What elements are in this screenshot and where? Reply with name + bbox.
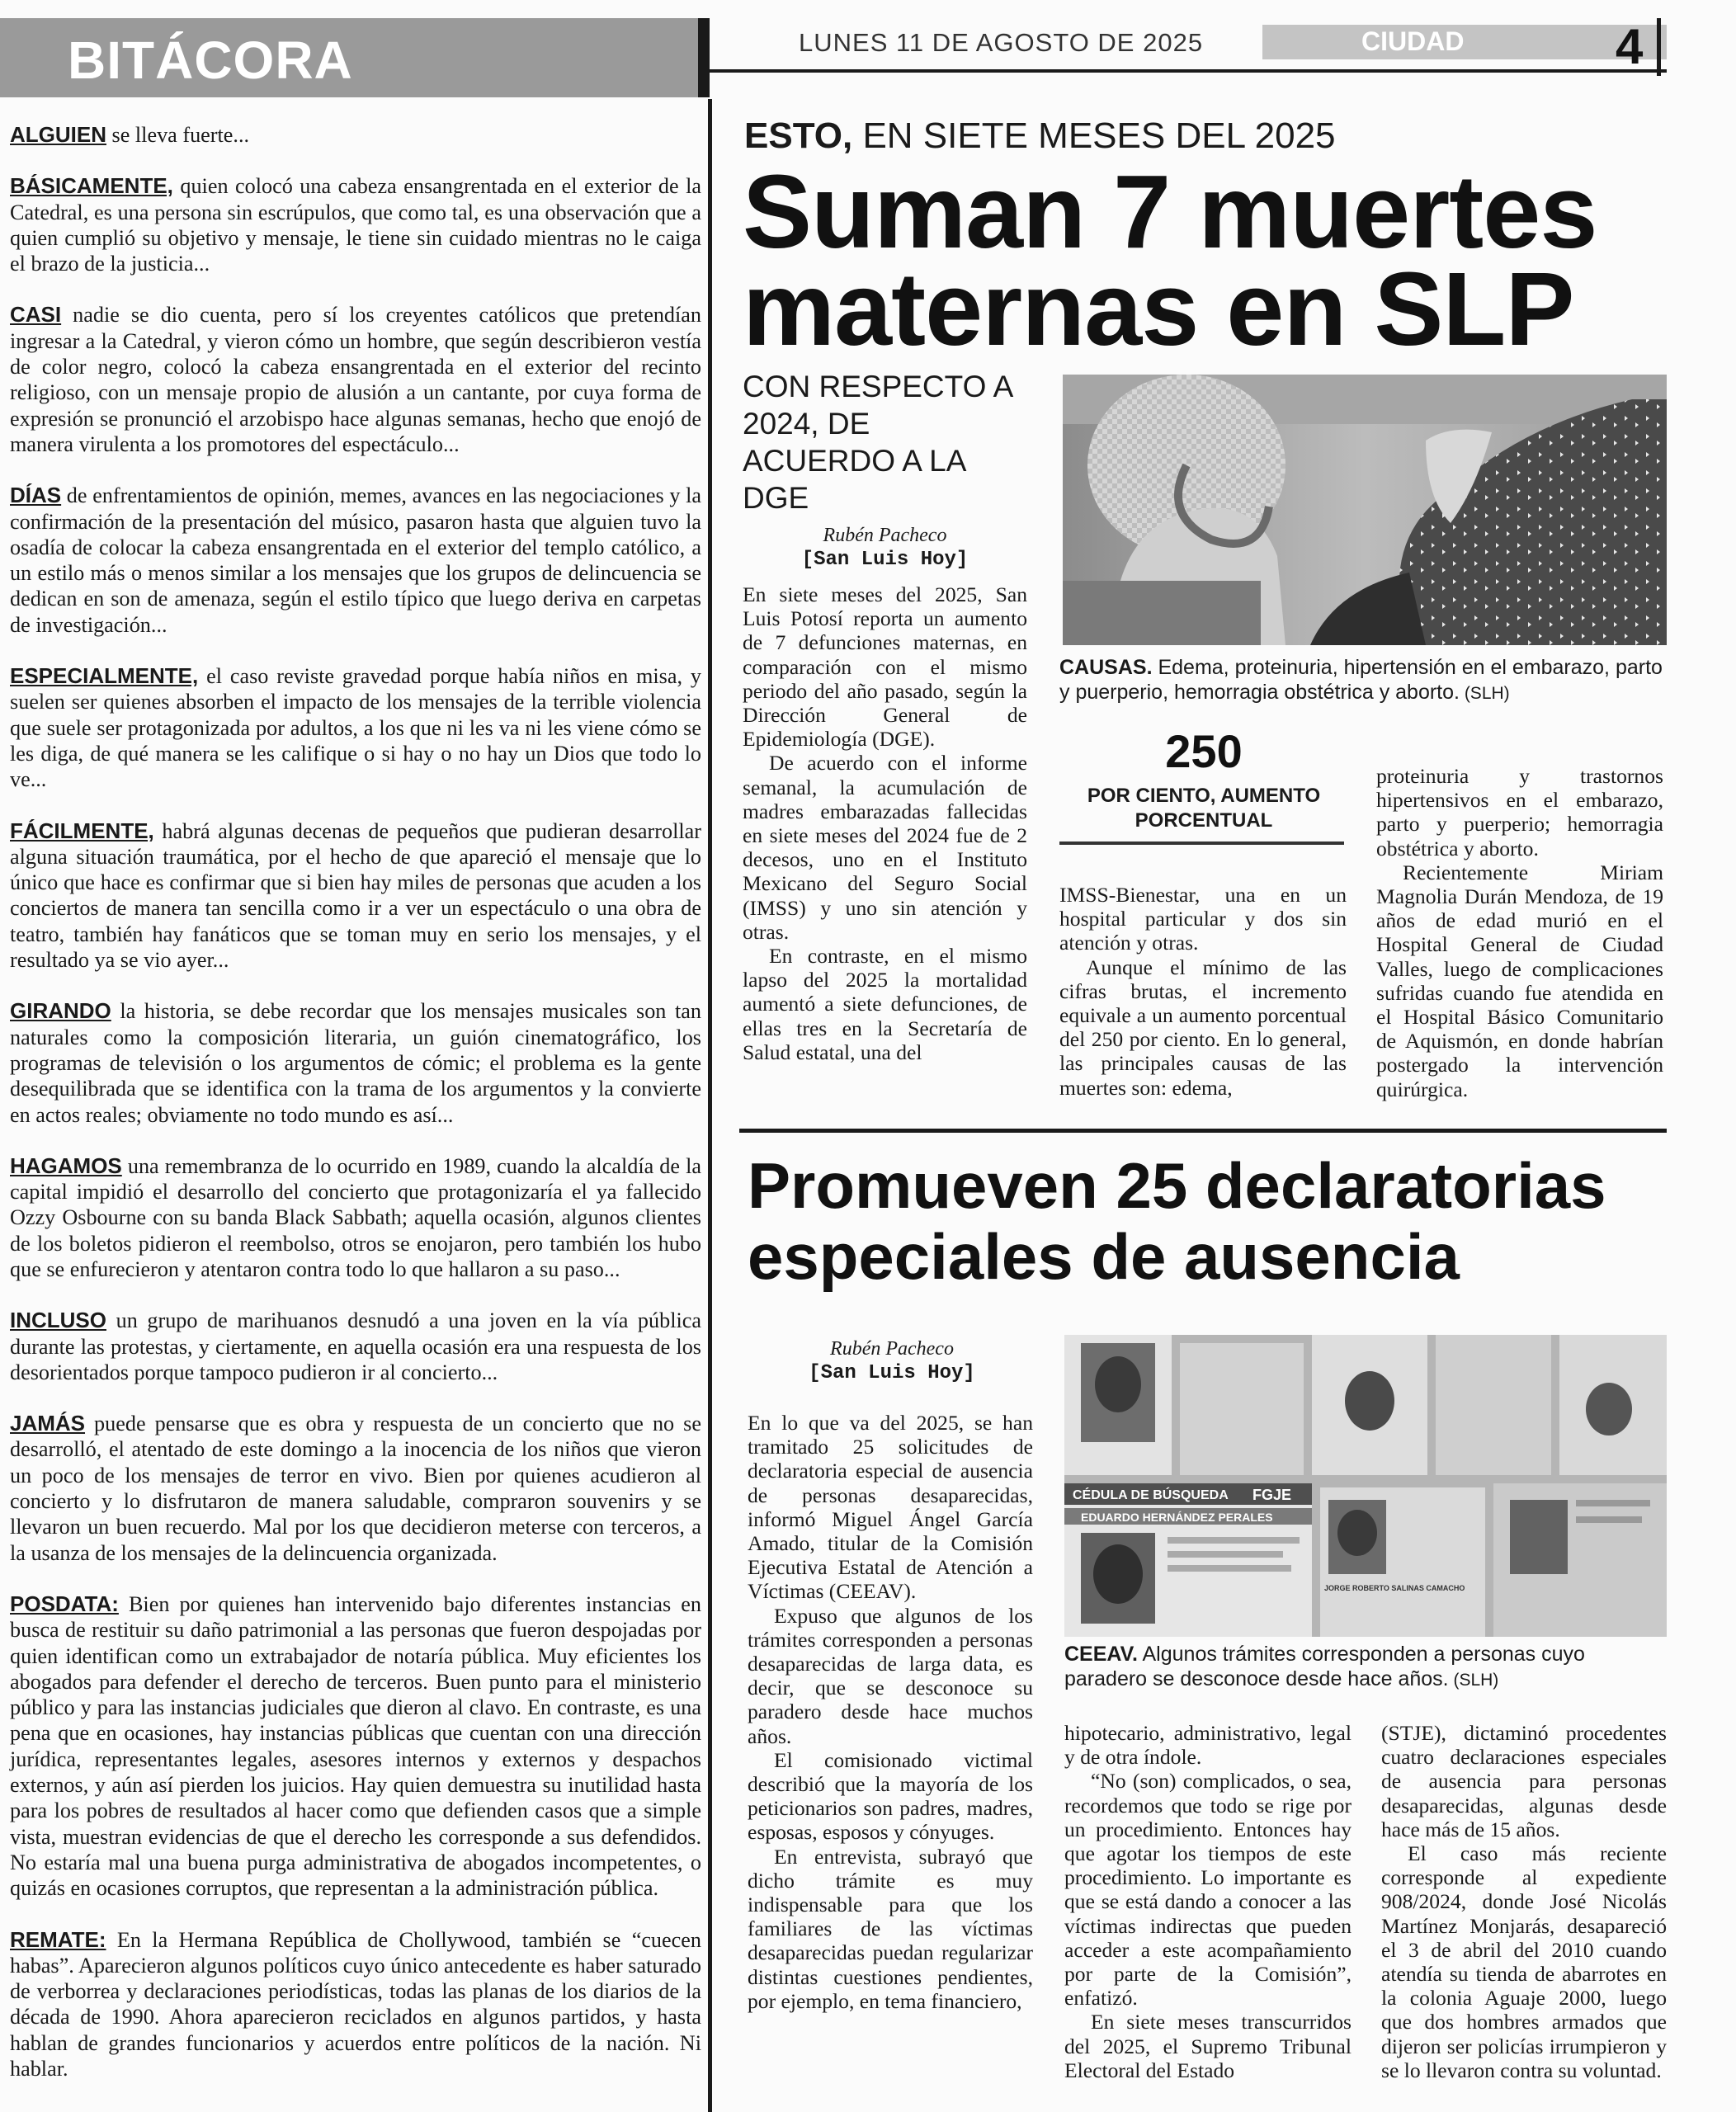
deck: CON RESPECTO A 2024, DE ACUERDO A LA DGE — [743, 370, 1012, 515]
author-name: Rubén Pacheco — [823, 525, 947, 546]
body-paragraph: IMSS-Bienestar, una en un hospital particular y dos sin atención y otras. — [1059, 883, 1347, 955]
bitacora-text: En la Hermana República de Chollywood, también se “cuecen habas”. Aparecieron algunos políticos cuyo único antecedente es haber saturado de verborrea y declaraciones periodísticas, todas las planas de los diarios de la década de 1990. Ahora aparecieron reciclados en algunos partidos, y hasta hablan de grandes funcionarios y acuerdos entre políticos de la nación. Ni hablar. — [10, 1927, 701, 2081]
bitacora-column — [10, 122, 701, 2107]
bitacora-item — [10, 483, 701, 638]
kicker-bold: ESTO, — [744, 116, 853, 156]
bitacora-text: de enfrentamientos de opinión, memes, avances en las negociaciones y la confirmación de la presentación del músico, pasaron hasta que alguien tuvo la osadía de colocar la cabeza ensangrentada en el exterior del templo católico, a un estilo más o menos similar a los mensajes que los grupos de delincuencia se dedican en son de amenaza, según el estilo típico que luego deriva en carpetas de investigación... — [10, 483, 701, 637]
bitacora-item — [10, 1927, 701, 2082]
photo-caption — [1059, 655, 1670, 706]
bitacora-item — [10, 998, 701, 1127]
bitacora-item — [10, 818, 701, 974]
author-name: Rubén Pacheco — [830, 1338, 954, 1360]
bitacora-text: la historia, se debe recordar que los mensajes musicales son tan naturales como la composición literaria, un guión cinematográfico, los programas de televisión o los argumentos de cómic; el problema es la gente desequilibrada que se identifica con la trama de los argumentos y la convierte en actos reales; obviamente no todo mundo es así... — [10, 999, 701, 1127]
caption-text: Algunos trámites corresponden a personas cuyo paradero se desconoce desde hace años. — [1064, 1643, 1585, 1690]
headline: Suman 7 muertes maternas en SLP — [743, 153, 1597, 367]
bitacora-text: una remembranza de lo ocurrido en 1989, cuando la alcaldía de la capital impidió el desarrollo del concierto que protagonizaría el ya fallecido Ozzy Osbourne con su banda Black Sabbath; aquella ocasión, algunos clientes de los boletos pidieron el reembolso, otros se enojaron, pero también los hubo que se enfurecieron y atentaron contra todo lo que hallaron a su paso... — [10, 1153, 701, 1281]
caption-text: Edema, proteinuria, hipertensión en el embarazo, parto y puerperio, hemorragia obstétrica y aborto. — [1059, 656, 1663, 704]
headline-2: Promueven 25 declaratorias especiales de ausencia — [748, 1149, 1606, 1293]
page-number: 4 — [1616, 19, 1644, 74]
outlet-name: [San Luis Hoy] — [801, 549, 969, 571]
body-paragraph: En siete meses transcurridos del 2025, el Supremo Tribunal Electoral del Estado — [1064, 2010, 1352, 2082]
body-paragraph: En siete meses del 2025, San Luis Potosí reporta un aumento de 7 defunciones maternas, en comparación con el mismo periodo del año pasado, según la Dirección General de Epidemiología (DGE). — [743, 582, 1027, 752]
header-divider — [698, 18, 710, 97]
story-kicker — [744, 116, 1336, 157]
bitacora-text: un grupo de marihuanos desnudó a una joven en la vía pública durante las protestas, y ciertamente, en aquella ocasión era una respuesta de los desorientados porque tampoco pudieron ir al concierto... — [10, 1308, 701, 1384]
bitacora-lead: FÁCILMENTE, — [10, 818, 154, 843]
section-title: BITÁCORA — [68, 31, 353, 90]
story2-column-1 — [748, 1411, 1033, 2112]
section-name: CIUDAD — [1361, 26, 1465, 56]
outlet-name: [San Luis Hoy] — [809, 1362, 975, 1384]
body-paragraph: proteinuria y trastornos hipertensivos en el embarazo, parto y puerperio; hemorragia obstétrica y aborto. — [1376, 764, 1663, 860]
byline — [743, 523, 1027, 573]
card-title: CÉDULA DE BÚSQUEDA — [1073, 1488, 1229, 1502]
bitacora-lead: BÁSICAMENTE, — [10, 173, 173, 199]
bitacora-item — [10, 122, 701, 148]
story2-column-2 — [1064, 1721, 1352, 2112]
body-paragraph: Recientemente Miriam Magnolia Durán Mendoza, de 19 años de edad murió en el Hospital General de Ciudad Valles, luego de complicaciones sufridas cuando fue atendida en el Hospital Básico Comunitario de Aquismón, en donde habrían postergado la intervención quirúrgica. — [1376, 860, 1663, 1101]
bitacora-lead: ALGUIEN — [10, 122, 106, 147]
photo-caption-2 — [1064, 1642, 1670, 1693]
card-name-2: JORGE ROBERTO SALINAS CAMACHO — [1324, 1584, 1465, 1592]
page-number-rule — [1657, 18, 1661, 76]
story1-column-2 — [1059, 883, 1347, 1114]
body-paragraph: El comisionado victimal describió que la mayoría de los peticionarios son padres, madres, esposas, esposos y cónyuges. — [748, 1747, 1033, 1845]
bitacora-item — [10, 1411, 701, 1566]
stat-value: 250 — [1165, 725, 1243, 777]
kicker-text: EN SIETE MESES DEL 2025 — [852, 116, 1336, 156]
bitacora-lead: CASI — [10, 302, 62, 328]
stat-rule — [1059, 842, 1344, 845]
header-rule — [710, 69, 1667, 73]
body-paragraph: En contraste, en el mismo lapso del 2025 la mortalidad aumentó a siete defunciones, de ellas tres en la Secretaría de Salud estatal, una del — [743, 944, 1027, 1064]
bitacora-item — [10, 302, 701, 457]
bitacora-text: Bien por quienes han intervenido bajo diferentes instancias en busca de restituir su daño patrimonial a las personas que fueron despojadas por quien identifican como un extrabajador de notaría pública. Muy eficientes los abogados para defender el derecho de terceros. Buen punto para el ministerio público y para las instancias judiciales que dieron al clavo. En contraste, es una pena que en ocasiones, hay instancias públicas que cuentan con una dirección jurídica, representantes legales, asesores internos y externos y despachos externos, y aún así pierden los juicios. Hay quien demuestra su inutilidad hasta para los pobres de resultados al hacer como que defienden casos que a simple vista, muestran evidencias de que el derecho les corresponde a sus defendidos. No estaría mal una buena purga administrativa de abogados incompetentes, o quizás en ocasiones corruptos, que representan a la administración pública. — [10, 1591, 701, 1901]
card-name: EDUARDO HERNÁNDEZ PERALES — [1081, 1511, 1273, 1524]
caption-lead: CEEAV. — [1064, 1643, 1138, 1666]
missing-persons-cards-photo — [1064, 1335, 1667, 1637]
bitacora-lead: INCLUSO — [10, 1308, 106, 1333]
body-paragraph: (STJE), dictaminó procedentes cuatro declaraciones especiales de ausencia para personas desaparecidas, algunas desde hace más de 15 años. — [1381, 1721, 1667, 1841]
bitacora-lead: JAMÁS — [10, 1411, 86, 1436]
bitacora-lead: ESPECIALMENTE, — [10, 663, 199, 689]
bitacora-text: puede pensarse que es obra y respuesta de un concierto que no se desarrolló, el atentado de este domingo a la inocencia de los niños que vieron un poco de los mensajes de terror en vivo. Bien por quienes acudieron al concierto y lo disfrutaron de manera saludable, compraron souvenirs y se llevaron un buen recuerdo. Mal por los que decidieron meterse con terceros, a la usanza de los mensajes de la delincuencia organizada. — [10, 1412, 701, 1565]
bitacora-item — [10, 663, 701, 792]
bitacora-text: nadie se dio cuenta, pero sí los creyentes católicos que pretendían ingresar a la Catedral, y vieron cómo un hombre, que según describieron vestía de color negro, colocó la cabeza ensangrentada en el exterior del recinto religioso, con un mensaje propio de alusión a un cantante, por cuya forma de expresión se pronunció el arzobispo hace algunas semanas, hecho que enojó de manera virulenta a los promotores del espectáculo... — [10, 303, 701, 456]
section-tab — [1262, 25, 1667, 59]
bitacora-item — [10, 1308, 701, 1385]
pregnant-women-photo — [1063, 375, 1667, 645]
body-paragraph: “No (son) complicados, o sea, recordemos que todo se rige por un procedimiento. Entonces hay que agotar los tiempos de este procedimiento. Lo importante es que se está dando a conocer a las víctimas indirectas que pueden acceder a este acompañamiento por parte de la Comisión”, enfatizó. — [1064, 1769, 1352, 2011]
story1-column-1 — [743, 582, 1027, 1110]
byline-2 — [748, 1336, 1036, 1386]
card-agency: FGJE — [1252, 1487, 1292, 1503]
stat-label: POR CIENTO, AUMENTO PORCENTUAL — [1087, 785, 1321, 832]
column-divider — [708, 99, 712, 2112]
section-banner — [0, 18, 710, 97]
photo-credit: (SLH) — [1459, 684, 1510, 703]
bitacora-lead: DÍAS — [10, 483, 62, 508]
body-paragraph: En entrevista, subrayó que dicho trámite es muy indispensable para que los familiares de las víctimas desaparecidas puedan regularizar distintas cuestiones pendientes, por ejemplo, en tema financiero, — [748, 1844, 1033, 2013]
bitacora-text: se lleva fuerte... — [106, 123, 250, 147]
bitacora-text: el caso reviste gravedad porque había niños en misa, y suelen ser quienes absorben el impacto de los mensajes de la terrible violencia que suele ser protagonizada por adultos, a los que ni les va ni les viene cómo se les diga, de qué manera se les califique o si hay o no hay un Dios que todo lo ve... — [10, 664, 701, 792]
body-paragraph: Aunque el mínimo de las cifras brutas, el incremento equivale a un aumento porcentual del 250 por ciento. En lo general, las principales causas de las muertes son: edema, — [1059, 955, 1347, 1100]
bitacora-lead: HAGAMOS — [10, 1153, 122, 1178]
body-paragraph: De acuerdo con el informe semanal, la acumulación de madres embarazadas fallecidas en siete meses del 2024 fue de 2 decesos, uno en el Instituto Mexicano del Seguro Social (IMSS) y uno sin atención y otras. — [743, 751, 1027, 944]
story-divider — [739, 1129, 1667, 1133]
bitacora-lead: REMATE: — [10, 1926, 106, 1952]
body-paragraph: hipotecario, administrativo, legal y de otra índole. — [1064, 1721, 1352, 1770]
story1-column-3 — [1376, 764, 1663, 1114]
bitacora-item — [10, 1153, 701, 1282]
bitacora-lead: POSDATA: — [10, 1591, 119, 1616]
bitacora-item — [10, 173, 701, 276]
bitacora-text: quien colocó una cabeza ensangrentada en el exterior de la Catedral, es una persona sin escrúpulos, que como tal, es una observación que a quien cumplió su objetivo y mensaje, le tiene sin cuidado mientras no le caiga el brazo de la justicia... — [10, 174, 701, 276]
bitacora-item — [10, 1591, 701, 1902]
body-paragraph: El caso más reciente corresponde al expediente 908/2024, donde José Nicolás Martínez Monjarás, desapareció el 3 de abril del 2010 cuando atendía su tienda de abarrotes en la colonia Aguaje 2000, luego que dos hombres armados que dijeron ser policías irrumpieron y se lo llevaron contra su voluntad. — [1381, 1841, 1667, 2082]
bitacora-lead: GIRANDO — [10, 998, 111, 1024]
body-paragraph: Expuso que algunos de los trámites corresponden a personas desaparecidas de larga data, es decir, que se desconoce su paradero desde hace muchos años. — [748, 1603, 1033, 1748]
caption-lead: CAUSAS. — [1059, 656, 1153, 679]
body-paragraph: En lo que va del 2025, se han tramitado 25 solicitudes de declaratoria especial de ausencia de personas desaparecidas, informó Miguel Ángel García Amado, titular de la Comisión Ejecutiva Estatal de Atención a Víctimas (CEEAV). — [748, 1411, 1033, 1604]
bitacora-text: habrá algunas decenas de pequeños que pudieran desarrollar alguna situación traumática, por el hecho de que apareció el mensaje que lo único que hace es confirmar que si bien hay miles de personas que acuden a los conciertos de manera tan sencilla como ir a ver un espectáculo o una obra de teatro, también hay fanáticos que se toman muy en serio los mensajes, y el resultado ya se vio ayer... — [10, 818, 701, 973]
photo-credit: (SLH) — [1448, 1671, 1499, 1690]
story2-column-3 — [1381, 1721, 1667, 2112]
issue-date: LUNES 11 DE AGOSTO DE 2025 — [799, 28, 1204, 57]
